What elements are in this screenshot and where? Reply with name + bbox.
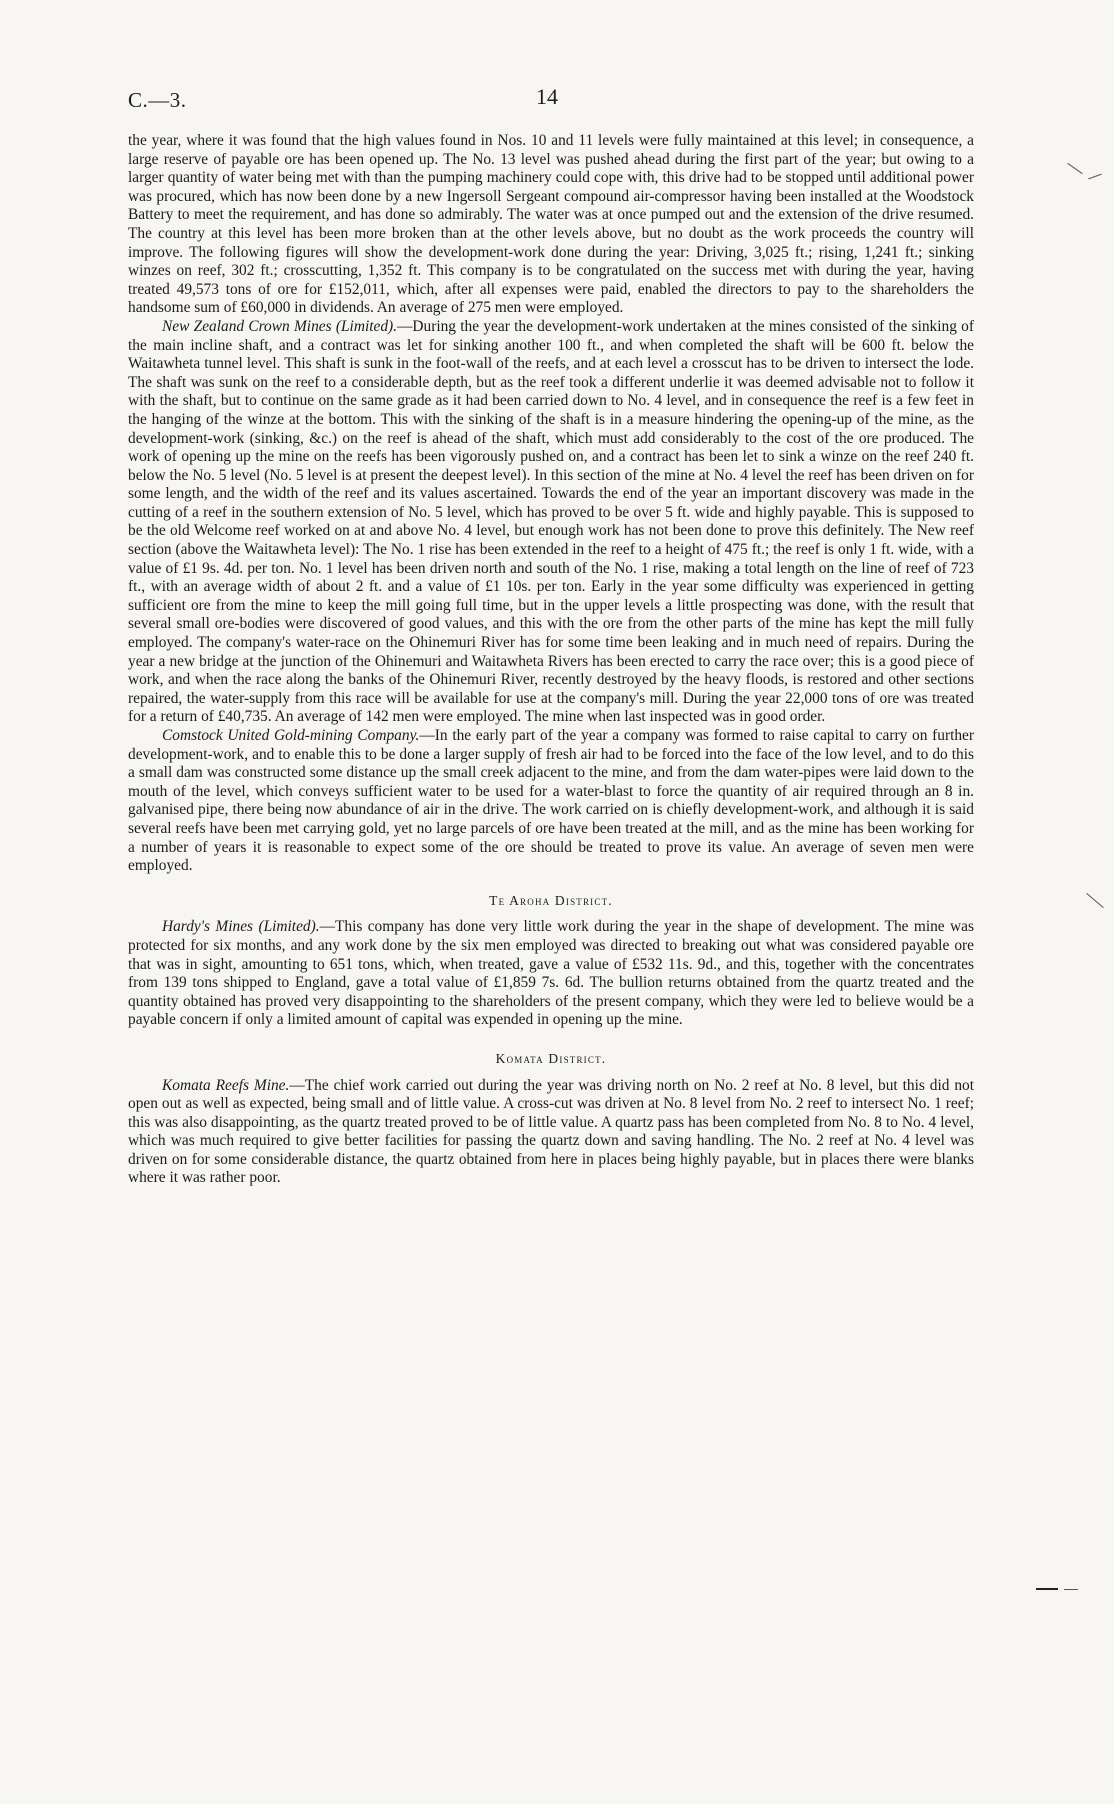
paragraph-title: Komata Reefs Mine. — [162, 1076, 290, 1094]
section-heading-te-aroha: Te Aroha District. — [489, 892, 613, 908]
body-text — [128, 132, 974, 1188]
paragraph-body: —During the year the development-work undertaken at the mines consisted of the sinking of the main incline shaft, and a contract was let for sinking another 100 ft., and when completed the shaft will be 600 ft. below the Waitawheta tunnel level. This shaft is sunk in the foot-wall of the reefs, and at each level a crosscut has to be driven to intersect the lode. The shaft was sunk on the reef to a considerable depth, but as the reef took a different underlie it was deemed advisable not to follow it with the shaft, but to continue on the same grade as it had been carried down to No. 4 level, and in consequence the reef is a few feet in the hanging of the winze at the bottom. This with the sinking of the shaft is in a measure hindering the opening-up of the mine, as the development-work (sinking, &c.) on the reef is ahead of the shaft, which must add considerably to the cost of the ore produced. The work of opening up the mine on the reefs has been vigorously pushed on, and a contract has been let to sink a winze on the reef 240 ft. below the No. 5 level (No. 5 level is at present the deepest level). In this section of the mine at No. 4 level the reef has been driven on for some length, and the width of the reef and its values ascertained. Towards the end of the year an important discovery was made in the cutting of a reef in the southern extension of No. 5 level, which has proved to be over 5 ft. wide and highly payable. This is supposed to be the old Welcome reef worked on at and above No. 4 level, but enough work has not been done to prove this definitely. The New reef section (above the Waitawheta level): The No. 1 rise has been extended in the reef to a height of 475 ft.; the reef is only 1 ft. wide, with a value of £1 9s. 4d. per ton. No. 1 level has been driven north and south of the No. 1 rise, making a total length on the line of reef of 723 ft., with an average width of about 2 ft. and a value of £1 10s. per ton. Early in the year some difficulty was experienced in getting sufficient ore from the mine to keep the mill going full time, but in the upper levels a little prospecting was done, with the result that several small ore-bodies were discovered of good values, and this with the ore from the other parts of the mine has kept the mill fully employed. The company's water-race on the Ohinemuri River has for some time been leaking and in much need of repairs. During the year a new bridge at the junction of the Ohinemuri and Waitawheta Rivers has been erected to carry the race over; this is a good piece of work, and when the race along the banks of the Ohinemuri River, recently destroyed by the heavy floods, is restored and other sections repaired, the water-supply from this race will be available for use at the company's mill. During the year 22,000 tons of ore was treated for a return of £40,735. An average of 142 men were employed. The mine when last inspected was in good order. — [128, 317, 975, 726]
page-header — [128, 84, 974, 118]
paragraph-body: —In the early part of the year a company was formed to raise capital to carry on further development-work, and to enable this to be done a larger supply of fresh air had to be forced into the face of the low level, and to do this a small dam was constructed some distance up the small creek adjacent to the mine, and from the dam water-pipes were laid down to the mouth of the level, which conveys sufficient water to be used for a water-blast to force the quantity of air required through an 8 in. galvanised pipe, there being now abundance of air in the drive. The work carried on is chiefly development-work, and although it is said several reefs have been met carrying gold, yet no large parcels of ore have been treated at the mill, and as the mine has been working for a number of years it is reasonable to expect some of the ore should be treated to prove its value. An average of seven men were employed. — [128, 727, 974, 875]
margin-mark — [1088, 174, 1101, 180]
margin-mark — [1067, 163, 1082, 174]
paragraph-hardys-mines — [128, 918, 974, 1030]
page-number: 14 — [536, 84, 558, 109]
document-reference: C.—3. — [128, 88, 187, 112]
paragraph-nz-crown-mines — [128, 318, 974, 727]
section-heading-komata: Komata District. — [495, 1050, 607, 1066]
paragraph-continuation: the year, where it was found that the high values found in Nos. 10 and 11 levels were fully maintained at this level; in consequence, a large reserve of payable ore has been opened up. The No. 13 level was pushed ahead during the first part of the year; but owing to a larger quantity of water being met with than the pumping machinery could cope with, this drive had to be stopped until additional power was procured, which has now been done by a new Ingersoll Sergeant compound air-compressor having been installed at the Woodstock Battery to meet the requirement, and has done so admirably. The water was at once pumped out and the extension of the drive resumed. The country at this level has been more broken than at the other levels above, but no doubt as the work proceeds the country will improve. The following figures will show the development-work done during the year: Driving, 3,025 ft.; rising, 1,241 ft.; sinking winzes on reef, 302 ft.; crosscutting, 1,352 ft. This company is to be congratulated on the success met with during the year, having treated 49,573 tons of ore for £152,011, which, after all expenses were paid, enabled the directors to pay to the shareholders the handsome sum of £60,000 in dividends. An average of 275 men were employed. — [128, 132, 974, 317]
paragraph-comstock-united — [128, 727, 974, 876]
paragraph-body: —The chief work carried out during the year was driving north on No. 2 reef at No. 8 level, but this did not open out as well as expected, being small and of little value. A cross-cut was driven at No. 8 level from No. 2 reef to intersect No. 1 reef; this was also disappointing, as the quartz treated proved to be of little value. A quartz pass has been completed from No. 8 to No. 4 level, which was much required to give better facilities for passing the quartz down and saving handling. The No. 2 reef at No. 4 level was driven on for some considerable distance, the quartz obtained from here in places being highly payable, but in places there were blanks where it was rather poor. — [128, 1076, 974, 1187]
paragraph-title: New Zealand Crown Mines (Limited). — [162, 317, 397, 335]
paragraph-title: Hardy's Mines (Limited). — [162, 918, 320, 936]
margin-mark — [1086, 893, 1103, 908]
paragraph-title: Comstock United Gold-mining Company. — [162, 727, 420, 744]
margin-mark — [1064, 1589, 1078, 1590]
paragraph-body: —This company has done very little work during the year in the shape of development. The mine was protected for six months, and any work done by the six men employed was directed to breaking out what was considered payable ore that was in sight, amounting to 651 tons, which, when treated, gave a value of £532 11s. 9d., and this, together with the concentrates from 139 tons shipped to England, gave a total value of £1,859 7s. 6d. The bullion returns obtained from the quartz treated and the quantity obtained has proved very disappointing to the shareholders of the present company, which they were led to believe would be a payable concern if only a limited amount of capital was expended in opening up the mine. — [128, 918, 974, 1029]
paragraph-komata-reefs — [128, 1077, 974, 1189]
margin-mark — [1036, 1588, 1058, 1590]
